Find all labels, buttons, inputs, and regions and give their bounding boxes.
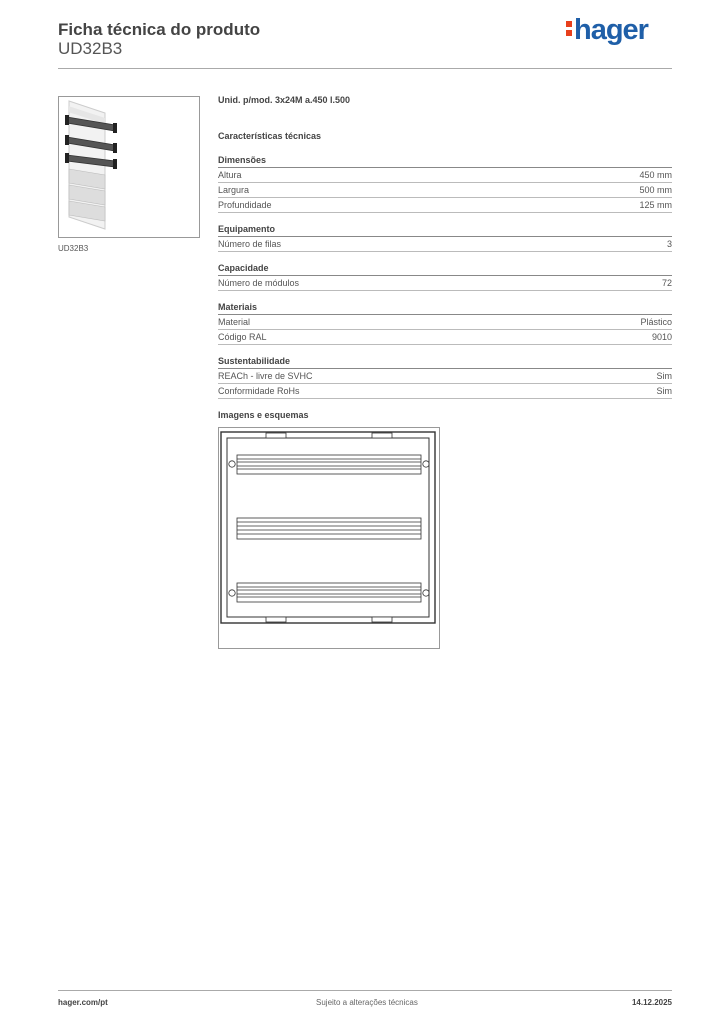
section-title: Equipamento	[218, 224, 276, 234]
spec-row	[218, 182, 672, 197]
footer-website-link[interactable]: hager.com/pt	[58, 998, 108, 1007]
spec-value: Plástico	[640, 317, 672, 327]
spec-row	[218, 329, 672, 345]
spec-value: 125 mm	[639, 200, 672, 210]
spec-row	[218, 167, 672, 182]
spec-value: 9010	[651, 332, 672, 342]
section-title: Capacidade	[218, 263, 269, 273]
spec-value: 72	[661, 278, 672, 288]
spec-row	[218, 275, 672, 291]
spec-row	[218, 368, 672, 383]
section-title: Sustentabilidade	[218, 356, 291, 366]
spec-row	[218, 197, 672, 213]
section-title: Dimensões	[218, 155, 267, 165]
spec-value: Sim	[656, 386, 672, 396]
spec-label: Largura	[218, 185, 250, 195]
footer-notice: Sujeito a alterações técnicas	[316, 998, 418, 1007]
spec-label: Código RAL	[218, 332, 267, 342]
tech-specs-heading: Características técnicas	[218, 131, 322, 141]
spec-row	[218, 236, 672, 252]
spec-row	[218, 314, 672, 329]
enclosure-drawing-icon	[219, 428, 439, 648]
spec-label: Número de módulos	[218, 278, 300, 288]
spec-row	[218, 383, 672, 399]
footer-divider	[58, 990, 672, 991]
spec-label: Número de filas	[218, 239, 282, 249]
images-heading: Imagens e esquemas	[218, 410, 309, 420]
product-summary: Unid. p/mod. 3x24M a.450 l.500	[218, 95, 351, 105]
section-title: Materiais	[218, 302, 258, 312]
spec-content	[218, 95, 672, 649]
logo-dots-icon	[566, 18, 573, 39]
spec-section-capacity	[218, 263, 672, 291]
spec-label: Material	[218, 317, 251, 327]
spec-section-dimensions	[218, 155, 672, 213]
spec-label: REACh - livre de SVHC	[218, 371, 313, 381]
header-divider	[58, 68, 672, 69]
logo-text: hager	[574, 14, 648, 46]
thumbnail-caption: UD32B3	[58, 244, 89, 253]
spec-value: Sim	[656, 371, 672, 381]
spec-label: Altura	[218, 170, 242, 180]
technical-drawing	[218, 427, 440, 649]
page-title: Ficha técnica do produto	[58, 20, 261, 39]
spec-value: 3	[666, 239, 672, 249]
spec-section-sustainability	[218, 356, 672, 399]
hager-logo	[566, 14, 648, 47]
spec-value: 450 mm	[639, 170, 672, 180]
footer-date: 14.12.2025	[631, 998, 672, 1007]
spec-section-materials	[218, 302, 672, 345]
spec-section-equipment	[218, 224, 672, 252]
product-photo-icon	[59, 97, 199, 237]
product-code: UD32B3	[58, 39, 123, 58]
product-thumbnail	[58, 96, 200, 238]
spec-label: Conformidade RoHs	[218, 386, 300, 396]
spec-label: Profundidade	[218, 200, 272, 210]
spec-value: 500 mm	[639, 185, 672, 195]
